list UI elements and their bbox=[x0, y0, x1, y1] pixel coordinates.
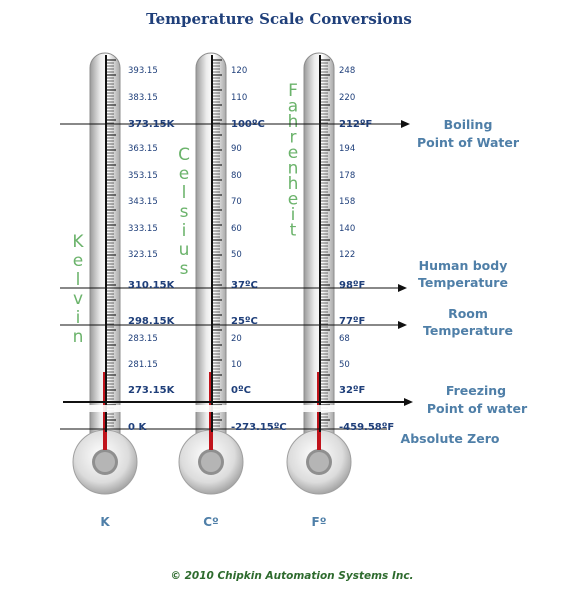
fahrenheit-tick-label: 248 bbox=[339, 66, 356, 76]
fahrenheit-tick-label: 140 bbox=[339, 224, 356, 234]
celsius-tick-label: 90 bbox=[231, 144, 242, 154]
celsius-tick-label: 80 bbox=[231, 171, 242, 181]
key-point-value: 77ºF bbox=[339, 316, 366, 327]
body-label-line1: Human body bbox=[418, 258, 508, 273]
kelvin-tick-label: 353.15 bbox=[128, 171, 158, 181]
celsius-tick-label: 20 bbox=[231, 334, 242, 344]
key-point-value: 100ºC bbox=[231, 119, 265, 130]
kelvin-tick-label: 323.15 bbox=[128, 250, 158, 260]
key-point-value: 298.15K bbox=[128, 316, 175, 327]
side-labels bbox=[401, 117, 528, 446]
celsius-tick-label: 10 bbox=[231, 360, 242, 370]
kelvin-tick-label: 393.15 bbox=[128, 66, 158, 76]
key-point-value: 25ºC bbox=[231, 316, 258, 327]
freezing-label-line2: Point of water bbox=[426, 401, 528, 416]
fahrenheit-tick-label: 194 bbox=[339, 144, 356, 154]
kelvin-bulb-highlight bbox=[95, 452, 115, 472]
celsius-unit: Cº bbox=[203, 515, 219, 529]
body-label-line2: Temperature bbox=[418, 275, 508, 290]
celsius-tick-label: 70 bbox=[231, 197, 242, 207]
key-point-value: 273.15K bbox=[128, 385, 175, 396]
celsius-scale-name: C e l s i u s bbox=[178, 145, 190, 279]
copyright: © 2010 Chipkin Automation Systems Inc. bbox=[170, 570, 414, 582]
kelvin-unit: K bbox=[100, 515, 110, 529]
kelvin-tick-label: 343.15 bbox=[128, 197, 158, 207]
key-point-value: -273.15ºC bbox=[231, 422, 287, 433]
boiling-label-line2: Point of Water bbox=[416, 135, 520, 150]
page-title: Temperature Scale Conversions bbox=[146, 10, 412, 28]
arrow-head-icon bbox=[404, 398, 413, 406]
kelvin-tick-label: 333.15 bbox=[128, 224, 158, 234]
kelvin-tick-label: 283.15 bbox=[128, 334, 158, 344]
kelvin-scale-name: K e l v i n bbox=[72, 232, 84, 347]
kelvin-tick-label: 281.15 bbox=[128, 360, 158, 370]
key-point-value: 32ºF bbox=[339, 385, 366, 396]
fahrenheit-bulb-highlight bbox=[309, 452, 329, 472]
boiling-label-line1: Boiling bbox=[443, 117, 493, 132]
thermometers bbox=[73, 53, 351, 494]
fahrenheit-unit: Fº bbox=[311, 515, 327, 529]
freezing-band bbox=[60, 405, 400, 412]
key-point-value: 98ºF bbox=[339, 280, 366, 291]
celsius-bulb-highlight bbox=[201, 452, 221, 472]
room-label-line1: Room bbox=[448, 306, 488, 321]
celsius-tick-label: 110 bbox=[231, 93, 248, 103]
fahrenheit-tick-label: 50 bbox=[339, 360, 350, 370]
key-point-value: 37ºC bbox=[231, 280, 258, 291]
key-point-labels bbox=[128, 119, 394, 433]
fahrenheit-tick-label: 122 bbox=[339, 250, 356, 260]
freezing-label-line1: Freezing bbox=[445, 383, 507, 398]
key-point-value: 212ºF bbox=[339, 119, 373, 130]
celsius-tick-label: 50 bbox=[231, 250, 242, 260]
room-label-line2: Temperature bbox=[423, 323, 513, 338]
arrow-head-icon bbox=[401, 120, 410, 128]
celsius-tick-label: 120 bbox=[231, 66, 248, 76]
kelvin-tick-label: 363.15 bbox=[128, 144, 158, 154]
kelvin-tick-label: 383.15 bbox=[128, 93, 158, 103]
arrow-head-icon bbox=[398, 321, 407, 329]
fahrenheit-tick-label: 158 bbox=[339, 197, 356, 207]
celsius-tick-label: 60 bbox=[231, 224, 242, 234]
fahrenheit-tick-label: 68 bbox=[339, 334, 350, 344]
fahrenheit-tick-label: 178 bbox=[339, 171, 356, 181]
key-point-value: 373.15K bbox=[128, 119, 175, 130]
absolute-zero-label: Absolute Zero bbox=[400, 431, 500, 446]
fahrenheit-scale-name: F a h r e n h e i t bbox=[287, 81, 299, 241]
key-point-value: 0ºC bbox=[231, 385, 251, 396]
arrow-head-icon bbox=[398, 284, 407, 292]
fahrenheit-tick-label: 220 bbox=[339, 93, 356, 103]
key-point-value: -459.58ºF bbox=[339, 422, 395, 433]
key-point-value: 310.15K bbox=[128, 280, 175, 291]
key-point-value: 0 K bbox=[128, 422, 147, 433]
